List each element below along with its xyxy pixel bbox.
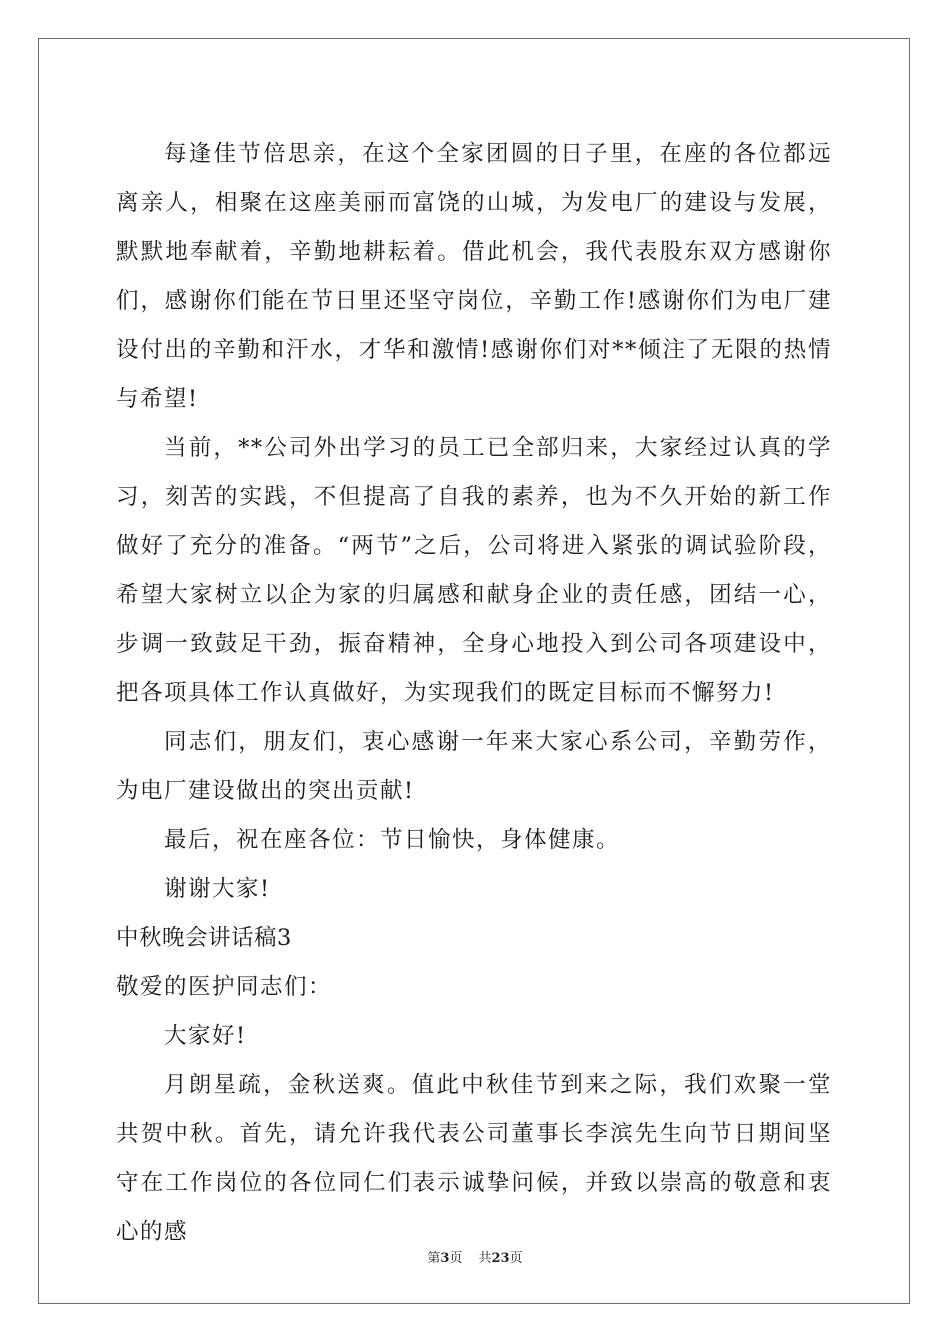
paragraph-1: 每逢佳节倍思亲，在这个全家团圆的日子里，在座的各位都远离亲人，相聚在这座美丽而富饶的山城，为发电厂的建设与发展，默默地奉献着，辛勤地耕耘着。借此机会，我代表股东双方感谢你们，感谢你们能在节日里还坚守岗位，辛勤工作!感谢你们为电厂建设付出的辛勤和汗水，才华和激情!感谢你们对**倾注了无限的热情与希望!	[116, 141, 832, 412]
total-pages: 23	[491, 1251, 510, 1266]
total-prefix: 共	[478, 1251, 492, 1266]
page-footer	[0, 1247, 950, 1266]
paragraph-5: 谢谢大家!	[164, 876, 271, 902]
paragraph-2: 当前，**公司外出学习的员工已全部归来，大家经过认真的学习，刻苦的实践，不但提高了自我的素养，也为不久开始的新工作做好了充分的准备。“两节”之后，公司将进入紧张的调试验阶段，希望大家树立以企为家的归属感和献身企业的责任感，团结一心，步调一致鼓足干劲，振奋精神，全身心地投入到公司各项建设中，把各项具体工作认真做好，为实现我们的既定目标而不懈努力!	[116, 435, 832, 706]
total-suffix: 页	[509, 1251, 523, 1266]
document-body	[116, 130, 832, 1257]
paragraph-6: 月朗星疏，金秋送爽。值此中秋佳节到来之际，我们欢聚一堂共贺中秋。首先，请允许我代表公司董事长李滨先生向节日期间坚守在工作岗位的各位同仁们表示诚挚问候，并致以崇高的敬意和衷心的感	[116, 1072, 832, 1245]
section-heading: 中秋晚会讲话稿3	[116, 925, 292, 951]
paragraph-3: 同志们，朋友们，衷心感谢一年来大家心系公司，辛勤劳作，为电厂建设做出的突出贡献!	[116, 729, 832, 804]
salutation: 敬爱的医护同志们：	[116, 974, 333, 1000]
page-number: 3	[440, 1251, 450, 1266]
page-prefix: 第	[427, 1251, 441, 1266]
paragraph-4: 最后，祝在座各位：节日愉快，身体健康。	[164, 827, 621, 853]
greeting: 大家好!	[164, 1023, 247, 1049]
page-suffix: 页	[449, 1251, 463, 1266]
